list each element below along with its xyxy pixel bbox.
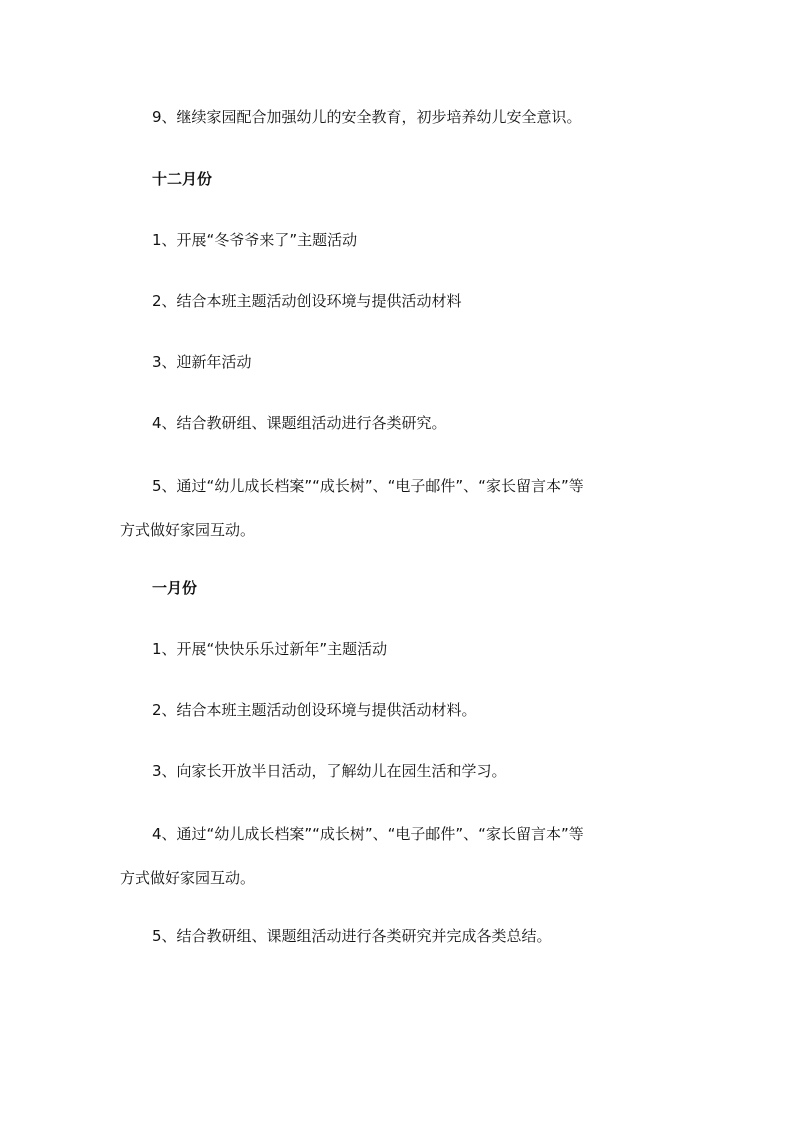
list-item: 1、开展“快快乐乐过新年”主题活动: [152, 640, 388, 658]
list-item-wrapped: [120, 464, 680, 552]
section-heading-december: 十二月份: [152, 170, 213, 188]
list-item: 3、向家长开放半日活动，了解幼儿在园生活和学习。: [152, 762, 507, 780]
list-item: 9、继续家园配合加强幼儿的安全教育，初步培养幼儿安全意识。: [152, 108, 582, 126]
list-item-line: 4、通过“幼儿成长档案”“成长树”、“电子邮件”、“家长留言本”等: [152, 825, 584, 843]
list-item-line: 5、通过“幼儿成长档案”“成长树”、“电子邮件”、“家长留言本”等: [152, 477, 584, 495]
list-item-continuation: 方式做好家园互动。: [120, 521, 256, 539]
list-item: 4、结合教研组、课题组活动进行各类研究。: [152, 414, 447, 432]
list-item: 3、迎新年活动: [152, 353, 252, 371]
list-item: 1、开展“冬爷爷来了”主题活动: [152, 231, 358, 249]
section-heading-january: 一月份: [152, 579, 198, 597]
list-item-wrapped: [120, 812, 680, 900]
list-item: 2、结合本班主题活动创设环境与提供活动材料。: [152, 701, 477, 719]
list-item-continuation: 方式做好家园互动。: [120, 869, 256, 887]
list-item: 2、结合本班主题活动创设环境与提供活动材料: [152, 292, 462, 310]
list-item: 5、结合教研组、课题组活动进行各类研究并完成各类总结。: [152, 927, 552, 945]
